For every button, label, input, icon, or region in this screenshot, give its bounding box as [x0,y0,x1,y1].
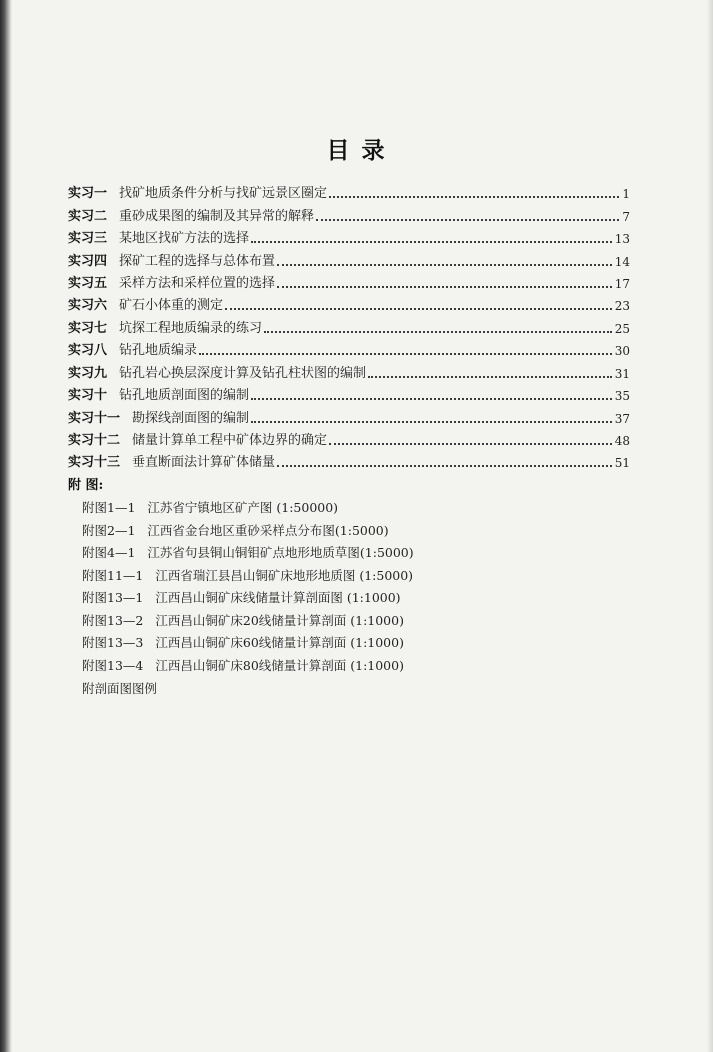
appendix-item [82,564,522,587]
toc-entry-label: 实习五 [68,275,108,291]
toc-entry [68,363,630,385]
toc-dot-leader [199,353,612,355]
toc-entry-title: 矿石小体重的测定 [119,298,224,314]
appendix-item-title: 江苏省句县铜山铜钼矿点地形地质草图(1:5000) [147,545,414,561]
toc-entry-page: 31 [614,366,630,381]
toc-dot-leader [225,308,612,310]
toc-entry-title: 找矿地质条件分析与找矿远景区圈定 [119,186,328,202]
toc-entry-label: 实习十二 [68,433,121,449]
appendix-item [82,586,522,609]
appendix-item [82,654,522,677]
toc-entry-title: 勘探线剖面图的编制 [132,410,250,426]
toc-entry-title: 钻孔地质编录 [119,343,198,359]
appendix-item-label: 附图4—1 [82,545,136,561]
appendix-item-title: 江西昌山铜矿床60线储量计算剖面 (1:1000) [155,635,404,651]
toc-entry [68,407,630,429]
appendix-list [82,496,522,676]
toc-entry-label: 实习八 [68,343,108,359]
appendix-item [82,541,522,564]
toc-entry [68,452,630,474]
toc-entry-label: 实习二 [68,208,108,224]
toc-entry-title: 储量计算单工程中矿体边界的确定 [132,433,328,449]
toc-entry-page: 14 [614,254,630,269]
toc-entry [68,295,630,317]
toc-entry-title: 某地区找矿方法的选择 [119,231,250,247]
toc-dot-leader [251,241,612,243]
toc-entry-page: 13 [614,232,630,247]
toc-entry-label: 实习一 [68,186,108,202]
appendix-item-label: 附图11—1 [82,567,144,583]
appendix-item-title: 江西省瑞江县昌山铜矿床地形地质图 (1:5000) [155,567,414,583]
toc-dot-leader [264,331,612,333]
toc-entry-title: 坑探工程地质编录的练习 [119,320,263,336]
appendix-item-label: 附图13—3 [82,635,144,651]
toc-entry-title: 探矿工程的选择与总体布置 [119,253,276,269]
appendix-item-title: 江苏省宁镇地区矿产图 (1:50000) [147,500,339,516]
toc-entry-page: 35 [614,389,630,404]
toc-entry [68,340,630,362]
table-of-contents [68,183,630,475]
appendix-item-title: 江西昌山铜矿床20线储量计算剖面 (1:1000) [155,612,404,628]
toc-dot-leader [251,398,612,400]
toc-entry-label: 实习十一 [68,410,121,426]
appendix-item-label: 附图13—2 [82,612,144,628]
appendix-item-label: 附图2—1 [82,522,136,538]
toc-entry [68,273,630,295]
toc-dot-leader [316,219,619,221]
toc-entry-page: 48 [614,434,630,449]
toc-entry-label: 实习三 [68,231,108,247]
appendix-item [82,631,522,654]
toc-entry [68,318,630,340]
toc-entry-title: 重砂成果图的编制及其异常的解释 [119,208,315,224]
toc-entry [68,205,630,227]
toc-entry-label: 实习九 [68,365,108,381]
appendix-legend: 附剖面图图例 [82,681,158,696]
toc-entry-label: 实习七 [68,320,108,336]
page-title: 目 录 [326,137,387,164]
appendix-item-label: 附图13—4 [82,657,144,673]
toc-dot-leader [368,376,612,378]
toc-entry [68,228,630,250]
toc-entry-label: 实习六 [68,298,108,314]
toc-entry-page: 30 [614,344,630,359]
appendix-item-title: 江西昌山铜矿床线储量计算剖面图 (1:1000) [155,590,401,606]
appendix-item [82,609,522,632]
toc-dot-leader [251,421,612,423]
toc-entry-page: 37 [614,411,630,426]
appendix-item-title: 江西昌山铜矿床80线储量计算剖面 (1:1000) [155,657,404,673]
toc-entry-page: 51 [614,456,630,471]
toc-entry [68,385,630,407]
toc-dot-leader [277,465,612,467]
toc-entry-page: 23 [614,299,630,314]
toc-entry-page: 1 [622,187,630,202]
appendix-item-label: 附图1—1 [82,500,136,516]
toc-dot-leader [329,196,619,198]
toc-entry-title: 采样方法和采样位置的选择 [119,275,276,291]
toc-entry-page: 7 [622,209,630,224]
toc-entry-label: 实习十三 [68,455,121,471]
toc-dot-leader [277,264,612,266]
toc-entry-label: 实习十 [68,388,108,404]
toc-entry-page: 25 [614,321,630,336]
toc-entry-page: 17 [614,276,630,291]
appendix-item-label: 附图13—1 [82,590,144,606]
appendix-heading: 附 图: [68,478,104,493]
appendix-item-title: 江西省金台地区重砂采样点分布图(1:5000) [147,522,389,538]
toc-entry [68,430,630,452]
toc-entry-title: 钻孔地质剖面图的编制 [119,388,250,404]
appendix-item [82,519,522,542]
toc-entry [68,183,630,205]
toc-entry-title: 垂直断面法计算矿体储量 [132,455,276,471]
toc-entry-title: 钻孔岩心换层深度计算及钻孔柱状图的编制 [119,365,367,381]
toc-entry-label: 实习四 [68,253,108,269]
toc-dot-leader [277,286,612,288]
toc-entry [68,250,630,272]
appendix-item [82,496,522,519]
toc-dot-leader [329,443,612,445]
